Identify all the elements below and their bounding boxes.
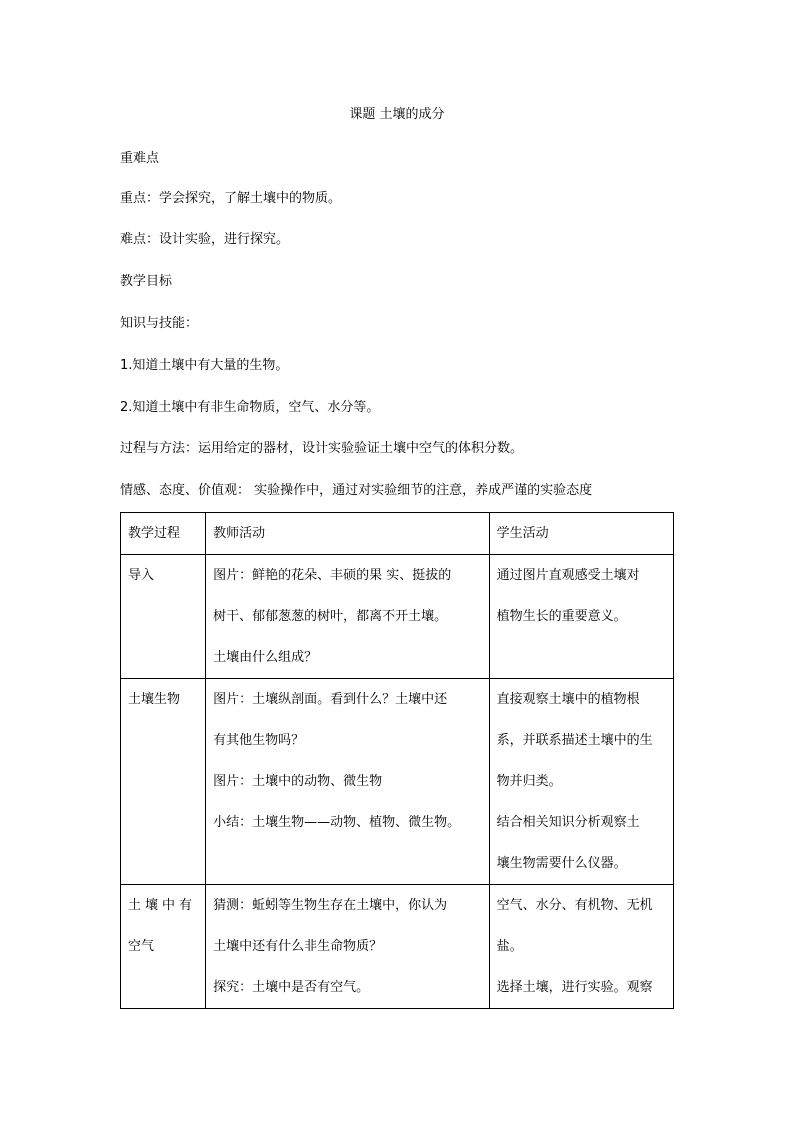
attitude-values-text: 情感、态度、价值观： 实验操作中，通过对实验细节的注意，养成严谨的实验态度 — [120, 483, 593, 498]
header-cell-teacher: 教师活动 — [206, 513, 490, 555]
knowledge-skills-label: 知识与技能： — [120, 316, 199, 331]
process-methods-text: 过程与方法：运用给定的器材，设计实验验证土壤中空气的体积分数。 — [120, 441, 524, 456]
teacher-line: 小结：土壤生物——动物、植物、微生物。 — [213, 815, 461, 830]
difficult-point-text: 难点：设计实验，进行探究。 — [120, 232, 290, 247]
stage-line: 空气 — [128, 939, 155, 954]
header-cell-stage: 教学过程 — [121, 513, 206, 555]
teacher-cell — [206, 679, 490, 885]
stage-line: 土壤中有 — [128, 898, 197, 913]
stage-line: 土壤生物 — [128, 692, 181, 707]
table-row — [121, 679, 674, 885]
student-line: 空气、水分、有机物、无机 — [496, 898, 653, 913]
student-line: 直接观察土壤中的植物根 — [496, 692, 640, 707]
student-cell — [489, 555, 673, 679]
teacher-line: 图片：土壤中的动物、微生物 — [213, 774, 383, 789]
teacher-line: 猜测：蚯蚓等生物生存在土壤中，你认为 — [213, 898, 448, 913]
teacher-line: 土壤由什么组成？ — [213, 650, 318, 665]
section-heading-objectives: 教学目标 — [120, 274, 173, 289]
teacher-line: 图片：土壤纵剖面。看到什么？土壤中还 — [213, 692, 448, 707]
stage-line: 导入 — [128, 568, 155, 583]
student-cell — [489, 885, 673, 1009]
table-header-row — [121, 513, 674, 555]
student-cell — [489, 679, 673, 885]
teacher-cell — [206, 555, 490, 679]
teacher-line: 树干、郁郁葱葱的树叶，都离不开土壤。 — [213, 609, 448, 624]
student-line: 植物生长的重要意义。 — [496, 609, 627, 624]
student-line: 结合相关知识分析观察土 — [496, 815, 640, 830]
document-title: 课题 土壤的成分 — [349, 107, 445, 122]
objective-item-2: 2.知道土壤中有非生命物质，空气、水分等。 — [120, 400, 380, 415]
section-heading-key-points: 重难点 — [120, 151, 160, 166]
student-line: 盐。 — [496, 939, 523, 954]
teacher-line: 有其他生物吗？ — [213, 733, 305, 748]
teacher-line: 图片：鲜艳的花朵、丰硕的果 实、挺拔的 — [213, 568, 452, 583]
table-row — [121, 885, 674, 1009]
lesson-table — [120, 512, 674, 1009]
student-line: 选择土壤，进行实验。观察 — [496, 980, 653, 995]
student-line: 物并归类。 — [496, 774, 562, 789]
key-point-text: 重点：学会探究，了解土壤中的物质。 — [120, 191, 342, 206]
teacher-line: 土壤中还有什么非生命物质？ — [213, 939, 383, 954]
student-line: 通过图片直观感受土壤对 — [496, 568, 640, 583]
header-cell-student: 学生活动 — [489, 513, 673, 555]
stage-cell — [121, 555, 206, 679]
student-line: 系，并联系描述土壤中的生 — [496, 733, 653, 748]
objective-item-1: 1.知道土壤中有大量的生物。 — [120, 358, 289, 373]
student-line: 壤生物需要什么仪器。 — [496, 856, 627, 871]
teacher-cell — [206, 885, 490, 1009]
table-row — [121, 555, 674, 679]
stage-cell — [121, 679, 206, 885]
teacher-line: 探究：土壤中是否有空气。 — [213, 980, 370, 995]
stage-cell — [121, 885, 206, 1009]
